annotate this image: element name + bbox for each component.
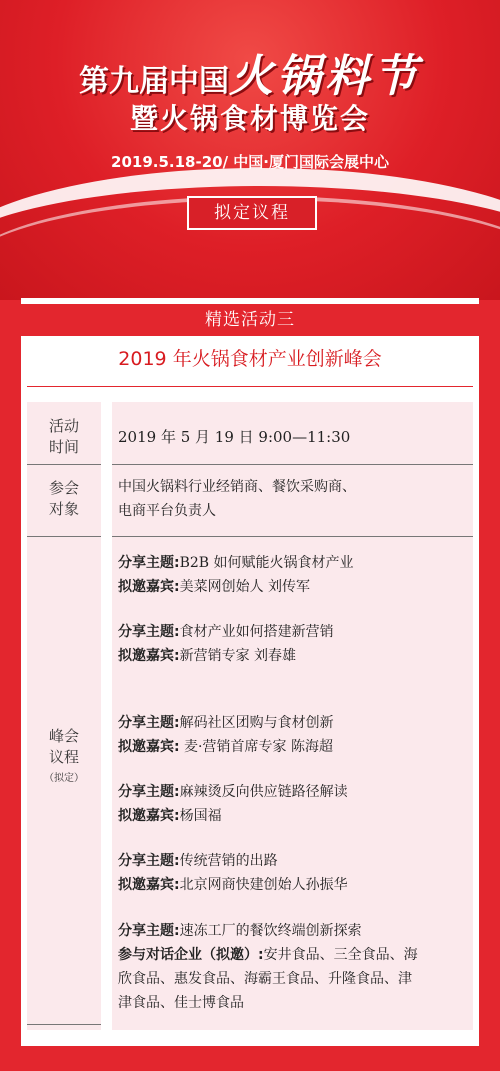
agenda-topic: 食材产业如何搭建新营销 — [179, 624, 334, 640]
agenda-card — [21, 298, 479, 1046]
agenda-item: 分享主题:传统营销的出路 — [118, 853, 278, 869]
agenda-item: 分享主题:速冻工厂的餐饮终端创新探索 — [118, 923, 362, 939]
time-value: 2019 年 5 月 19 日 9:00—11:30 — [118, 428, 351, 446]
agenda-topic-key: 分享主题 — [118, 784, 174, 800]
audience-line: 中国火锅料行业经销商、餐饮采购商、 — [118, 479, 356, 495]
event-title — [0, 40, 500, 104]
row-divider — [27, 1024, 101, 1025]
event-subtitle: 暨火锅食材博览会 — [129, 102, 370, 135]
time-label — [27, 416, 101, 458]
agenda-item: 拟邀嘉宾:美菜网创始人 刘传军 — [118, 579, 311, 595]
agenda-item: 分享主题:B2B 如何赋能火锅食材产业 — [118, 555, 354, 571]
agenda-guest-key: 拟邀嘉宾 — [118, 877, 174, 893]
agenda-guest: 安井食品、三全食品、海 — [263, 947, 418, 963]
audience-label-line2: 对象 — [48, 500, 79, 518]
event-title-prefix: 第九届中国 — [79, 64, 229, 99]
agenda-topic: 传统营销的出路 — [179, 853, 278, 869]
agenda-item — [118, 967, 412, 991]
event-date-venue: 2019.5.18-20/ 中国·厦门国际会展中心 — [111, 153, 389, 171]
agenda-label-line1: 峰会 — [48, 727, 79, 745]
agenda-item: 分享主题:解码社区团购与食材创新 — [118, 715, 334, 731]
summit-title: 2019 年火锅食材产业创新峰会 — [118, 348, 382, 370]
agenda-guest-key: 参与对话企业（拟邀） — [118, 947, 258, 963]
agenda-topic-key: 分享主题 — [118, 715, 174, 731]
agenda-label — [27, 726, 101, 789]
agenda-guest: 美菜网创始人 刘传军 — [179, 579, 311, 595]
header-banner — [0, 0, 500, 300]
activity-heading: 精选活动三 — [21, 304, 479, 336]
agenda-guest: 杨国福 — [179, 808, 222, 824]
row-divider — [27, 536, 101, 537]
agenda-item: 参与对话企业（拟邀）:安井食品、三全食品、海 — [118, 947, 418, 963]
audience-label-line1: 参会 — [48, 479, 79, 497]
agenda-label-line2: 议程 — [48, 748, 79, 766]
row-divider — [112, 464, 473, 465]
agenda-topic-key: 分享主题 — [118, 923, 174, 939]
agenda-topic: B2B 如何赋能火锅食材产业 — [179, 555, 354, 571]
agenda-topic: 解码社区团购与食材创新 — [179, 715, 334, 731]
agenda-guest-key: 拟邀嘉宾 — [118, 739, 174, 755]
time-label-line2: 时间 — [48, 438, 79, 456]
agenda-guest-key: 拟邀嘉宾 — [118, 579, 174, 595]
agenda-guest-key: 拟邀嘉宾 — [118, 648, 174, 664]
agenda-guest-key: 拟邀嘉宾 — [118, 808, 174, 824]
agenda-topic-key: 分享主题 — [118, 555, 174, 571]
agenda-item — [118, 991, 244, 1015]
agenda-item: 拟邀嘉宾:杨国福 — [118, 808, 222, 824]
agenda-label-note: （拟定） — [44, 773, 84, 784]
agenda-item: 拟邀嘉宾: 麦·营销首席专家 陈海超 — [118, 739, 333, 755]
audience-line: 电商平台负责人 — [118, 503, 216, 519]
agenda-item: 拟邀嘉宾:新营销专家 刘春雄 — [118, 648, 297, 664]
agenda-guest: 新营销专家 刘春雄 — [179, 648, 297, 664]
agenda-topic-key: 分享主题 — [118, 624, 174, 640]
row-divider — [27, 464, 101, 465]
audience-label — [27, 478, 101, 520]
agenda-topic-key: 分享主题 — [118, 853, 174, 869]
agenda-badge: 拟定议程 — [187, 196, 317, 230]
agenda-guest: 麦·营销首席专家 陈海超 — [179, 739, 333, 755]
row-divider — [112, 536, 473, 537]
agenda-guest: 欣食品、惠发食品、海霸王食品、升隆食品、津 — [118, 971, 412, 987]
event-title-main: 火锅料节 — [229, 51, 421, 102]
agenda-item: 拟邀嘉宾:北京网商快建创始人孙振华 — [118, 877, 348, 893]
agenda-guest: 北京网商快建创始人孙振华 — [179, 877, 348, 893]
agenda-topic: 麻辣烫反向供应链路径解读 — [179, 784, 348, 800]
time-label-line1: 活动 — [48, 417, 79, 435]
agenda-topic: 速冻工厂的餐饮终端创新探索 — [179, 923, 362, 939]
agenda-item: 分享主题:麻辣烫反向供应链路径解读 — [118, 784, 348, 800]
agenda-item: 分享主题:食材产业如何搭建新营销 — [118, 624, 334, 640]
title-divider — [27, 386, 473, 387]
agenda-guest: 津食品、佳士博食品 — [118, 995, 244, 1011]
